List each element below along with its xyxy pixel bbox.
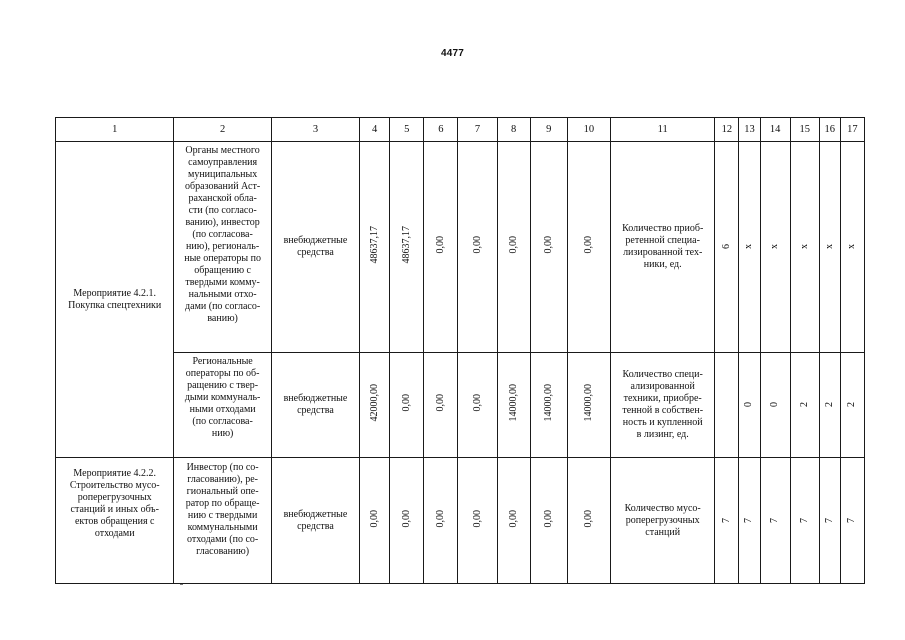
measure-text: Мероприятие 4.2.2. Строительство мусо- роперегрузочных станций и иных объ- ектов обращения с отходами: [69, 468, 160, 539]
target-value-cell: [760, 353, 790, 458]
target-value-cell: [840, 458, 864, 584]
column-number: 14: [760, 118, 790, 142]
funding-source-cell: [271, 458, 359, 584]
amount-value: 0,00: [582, 236, 594, 254]
target-value-cell: [760, 142, 790, 353]
column-number: 5: [390, 118, 424, 142]
target-value-cell: [790, 353, 819, 458]
amount-cell: [567, 142, 610, 353]
target-value: 7: [769, 517, 781, 523]
amount-value: 14000,00: [582, 384, 594, 422]
target-value: x: [846, 244, 858, 249]
amount-cell: [458, 458, 497, 584]
amount-cell: [458, 142, 497, 353]
target-value-cell: [819, 353, 840, 458]
amount-cell: [390, 142, 424, 353]
amount-value: 0,00: [434, 394, 446, 412]
indicator-cell: [611, 353, 715, 458]
table-row: [56, 142, 865, 353]
amount-cell: [424, 142, 458, 353]
column-number: 9: [530, 118, 567, 142]
funding-source-text: внебюджетные средства: [283, 508, 348, 532]
target-value: x: [798, 244, 810, 249]
amount-value: 14000,00: [507, 384, 519, 422]
amount-cell: [567, 353, 610, 458]
measure-cell: [56, 142, 174, 458]
indicator-cell: [611, 458, 715, 584]
amount-value: 0,00: [542, 509, 554, 528]
indicator-cell: [611, 142, 715, 353]
indicator-text: Количество специ- ализированной техники, приобре- тенной в собствен- ность и купленной в лизинг, ед.: [622, 369, 704, 440]
target-value-cell: [819, 458, 840, 584]
column-number: 11: [611, 118, 715, 142]
amount-value: 0,00: [400, 394, 412, 412]
indicator-text: Количество приоб- ретенной специа- лизированной тех- ники, ед.: [622, 223, 704, 270]
amount-value: 0,00: [471, 236, 483, 254]
target-value: 2: [798, 402, 810, 407]
target-value-cell: [739, 353, 760, 458]
column-number: 3: [271, 118, 359, 142]
amount-cell: [567, 458, 610, 584]
measure-cell: [56, 458, 174, 584]
amount-value: 0,00: [507, 509, 519, 528]
amount-value: 0,00: [582, 509, 594, 528]
amount-cell: [390, 353, 424, 458]
target-value: 6: [720, 244, 732, 249]
target-value: 0: [769, 402, 781, 407]
target-value-cell: [840, 353, 864, 458]
target-value-cell: [739, 142, 760, 353]
amount-cell: [497, 353, 530, 458]
funding-source-text: внебюджетные средства: [283, 393, 348, 416]
target-value-cell: [760, 458, 790, 584]
target-value-cell: [790, 458, 819, 584]
funding-source-cell: [271, 353, 359, 458]
amount-value: 42000,00: [368, 384, 380, 422]
target-value: 7: [846, 517, 858, 523]
amount-value: 0,00: [434, 509, 446, 528]
amount-value: 0,00: [507, 236, 519, 254]
target-value: 2: [846, 402, 858, 407]
column-number: 6: [424, 118, 458, 142]
amount-value: 0,00: [542, 236, 554, 254]
target-value-cell: [840, 142, 864, 353]
column-number: 12: [715, 118, 739, 142]
amount-cell: [360, 353, 390, 458]
amount-cell: [360, 458, 390, 584]
column-number: 13: [739, 118, 760, 142]
column-number: 8: [497, 118, 530, 142]
amount-value: 0,00: [368, 509, 380, 528]
amount-cell: [458, 353, 497, 458]
amount-value: 48637,17: [400, 226, 412, 264]
column-number: 1: [56, 118, 174, 142]
responsible-party-cell: [174, 353, 271, 458]
column-number: 17: [840, 118, 864, 142]
amount-value: 0,00: [400, 509, 412, 528]
table-row: [56, 458, 865, 584]
amount-value: 0,00: [434, 236, 446, 254]
amount-cell: [424, 458, 458, 584]
responsible-party-text: Органы местного самоуправления муниципальных образований Аст- раханской обла- сти (по согласо- ванию), инвестор (по согласова- нию), региональ- ные операторы по обращению с твердыми комму- нальными отхо- дами (по согласо- ванию): [184, 145, 262, 324]
amount-cell: [360, 142, 390, 353]
column-number: 10: [567, 118, 610, 142]
target-value-cell: [819, 142, 840, 353]
column-number: 4: [360, 118, 390, 142]
column-number: 2: [174, 118, 271, 142]
target-value: x: [769, 244, 781, 249]
amount-cell: [497, 142, 530, 353]
target-value: 2: [823, 402, 835, 407]
scan-speck: [180, 584, 183, 585]
target-value-cell: [715, 353, 739, 458]
column-number: 7: [458, 118, 497, 142]
measure-text: Мероприятие 4.2.1. Покупка спецтехники: [68, 287, 162, 311]
amount-value: 14000,00: [542, 384, 554, 422]
amount-cell: [390, 458, 424, 584]
responsible-party-text: Инвестор (по со- гласованию), ре- гиональный опе- ратор по обраще- нию с твердыми коммунальными отходами (по со- гласованию): [185, 462, 260, 557]
responsible-party-text: Региональные операторы по об- ращению с твер- дыми коммуналь- ными отходами (по согласова- нию): [184, 356, 261, 439]
amount-cell: [530, 142, 567, 353]
responsible-party-cell: [174, 142, 271, 353]
funding-source-text: внебюджетные средства: [283, 235, 348, 258]
page-number: 4477: [440, 48, 465, 59]
table-row: [56, 353, 865, 458]
target-value: 7: [743, 517, 755, 523]
target-value-cell: [715, 458, 739, 584]
amount-value: 0,00: [471, 394, 483, 412]
target-value: 0: [743, 402, 755, 407]
target-value: 7: [720, 517, 732, 523]
amount-cell: [530, 458, 567, 584]
column-number: 16: [819, 118, 840, 142]
amount-value: 48637,17: [368, 226, 380, 264]
funding-source-cell: [271, 142, 359, 353]
target-value: 7: [823, 517, 835, 523]
target-value-cell: [790, 142, 819, 353]
target-value-cell: [715, 142, 739, 353]
column-numbers-row: [56, 118, 865, 142]
amount-value: 0,00: [471, 509, 483, 528]
amount-cell: [530, 353, 567, 458]
amount-cell: [424, 353, 458, 458]
column-number: 15: [790, 118, 819, 142]
target-value: 7: [798, 517, 810, 523]
target-value-cell: [739, 458, 760, 584]
target-value: x: [743, 244, 755, 249]
program-measures-table: [55, 117, 865, 584]
responsible-party-cell: [174, 458, 271, 584]
indicator-text: Количество мусо- роперегрузочных станций: [624, 502, 701, 538]
target-value: x: [823, 244, 835, 249]
amount-cell: [497, 458, 530, 584]
